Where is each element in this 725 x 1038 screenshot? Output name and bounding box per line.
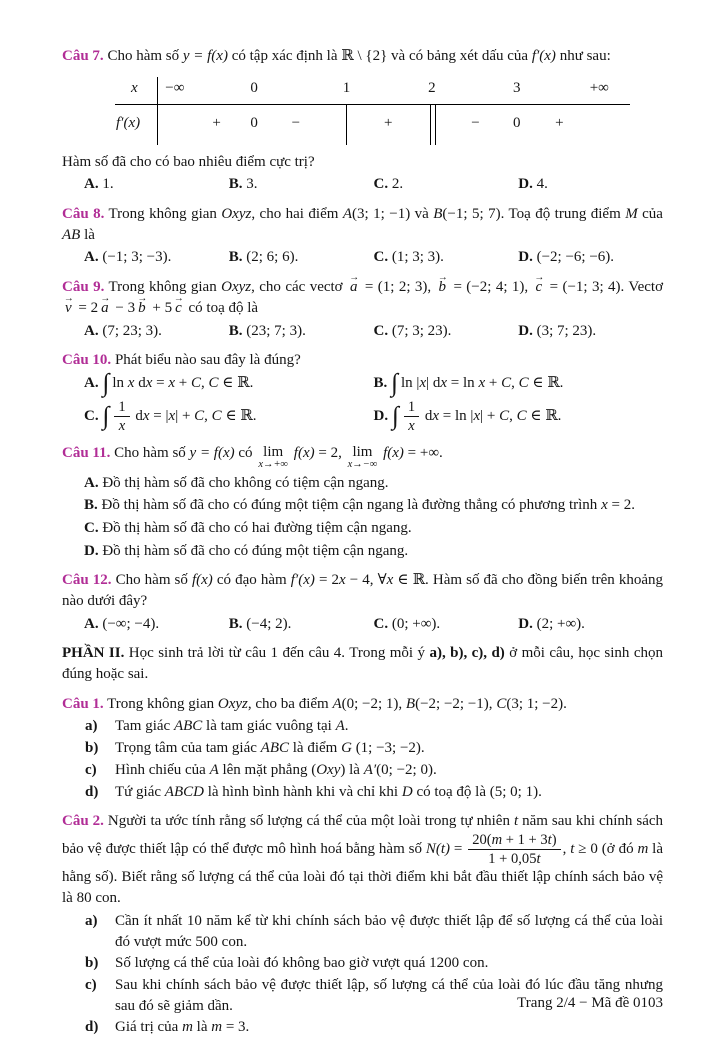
option-B [229, 247, 374, 268]
vector-v: → v [63, 292, 74, 316]
option-text: (7; 23; 3). [102, 322, 162, 339]
option-D [374, 399, 664, 435]
fraction: $\frac{20(m + 1 + 3t)}{1 + 0,05t}$ [468, 832, 560, 868]
sign-cell: + [383, 114, 393, 131]
integral-sign: ∫ [391, 401, 399, 431]
sign-cell: 0 [250, 114, 258, 131]
statement-label: c) [85, 976, 97, 993]
option-label: D. [518, 249, 533, 266]
question-10-text: Phát biểu nào sau đây là đúng? [114, 352, 301, 369]
question-11-intro [62, 443, 663, 470]
statement-d [85, 782, 663, 803]
option-label: D. [518, 615, 533, 632]
option-label: C. [84, 519, 99, 536]
option-C [84, 518, 663, 539]
x-tick: 0 [250, 79, 258, 96]
question-11-options [62, 473, 663, 562]
fraction: $\frac{1}{x}$ [404, 399, 419, 435]
question-12 [62, 570, 663, 634]
option-text: (−4; 2). [246, 615, 292, 632]
x-tick: 3 [512, 79, 521, 96]
option-text: ∫ $\frac{1}{x}$ dx = ln |x| + C, C ∈ ℝ. [391, 398, 562, 434]
table-sign-row [157, 113, 626, 139]
option-label: A. [84, 176, 99, 193]
question-7-text: Cho hàm số y = f(x) có tập xác định là ℝ \ {2} và có bảng xét dấu của f′(x) như sau: [107, 48, 611, 64]
question-8-text: Trong không gian Oxyz, cho hai điểm A(3; 1; −1) và B(−1; 5; 7). Toạ độ trung điểm M của AB là [62, 206, 663, 243]
part-2-header [62, 643, 663, 684]
part2-question-2-intro [62, 811, 663, 909]
vector-arrow-icon: → [63, 292, 74, 304]
option-text: Đồ thị hàm số đã cho có đúng một tiệm cận ngang. [102, 542, 409, 559]
table-var-label: x [131, 79, 138, 96]
fraction: $\frac{1}{x}$ [114, 399, 129, 435]
limit-notation: lim x→+∞ [258, 443, 289, 470]
vector-b: → b [137, 292, 148, 316]
statement-label: b) [85, 740, 99, 757]
statement-label: c) [85, 761, 97, 778]
statement-text: Tam giác ABC là tam giác vuông tại A. [115, 718, 349, 735]
question-9 [62, 272, 663, 341]
question-10-options [62, 368, 663, 434]
part2-question-1-label: Câu 1. [62, 695, 104, 712]
option-A [84, 174, 229, 195]
option-text: ∫ ln x dx = x + C, C ∈ ℝ. [102, 368, 254, 398]
vector-a: → a [349, 272, 360, 296]
question-10-label: Câu 10. [62, 352, 112, 369]
vector-c: → c [173, 292, 184, 316]
statement-b [85, 738, 663, 759]
sign-cell: − [291, 114, 301, 131]
option-label: C. [373, 615, 389, 632]
question-11-label: Câu 11. [62, 445, 111, 462]
option-label: B. [228, 322, 243, 339]
part2-question-1 [62, 694, 663, 802]
option-D [518, 247, 663, 268]
x-tick: 1 [342, 79, 351, 96]
question-10-intro [62, 350, 663, 371]
x-tick: 2 [428, 79, 436, 96]
option-text: (3; 7; 23). [536, 322, 597, 339]
option-C [374, 614, 519, 635]
vector-arrow-icon: → [349, 272, 360, 283]
question-12-options [62, 614, 663, 635]
table-fn-label: f′(x) [116, 114, 141, 131]
question-11-text: Cho hàm số y = f(x) có lim x→+∞ f(x) = 2, lim x→−∞ f(x) = +∞. [114, 443, 443, 470]
page-footer: Trang 2/4 − Mã đề 0103 [517, 995, 663, 1012]
option-C [374, 174, 519, 195]
option-B [229, 321, 374, 342]
option-label: A. [84, 249, 99, 266]
integral-sign: ∫ [102, 401, 110, 431]
option-A [84, 473, 663, 494]
option-B [229, 614, 374, 635]
statement-text: Giá trị của m là m = 3. [115, 1019, 250, 1036]
question-8-options [62, 247, 663, 268]
option-label: B. [228, 176, 243, 193]
option-text: 3. [246, 176, 258, 193]
option-label: D. [518, 176, 533, 193]
statement-label: a) [85, 718, 98, 735]
statement-label: b) [85, 955, 99, 972]
question-7-intro [62, 46, 663, 67]
option-label: A. [84, 322, 99, 339]
part2-question-1-text: Trong không gian Oxyz, cho ba điểm A(0; −2; 1), B(−2; −2; −1), C(3; 1; −2). [107, 695, 567, 712]
vector-arrow-icon: → [437, 272, 448, 283]
option-C [84, 399, 374, 435]
option-label: A. [84, 374, 99, 391]
option-text: (−2; −6; −6). [536, 249, 615, 266]
vector-arrow-icon: → [137, 292, 148, 304]
sign-cell: + [555, 114, 564, 131]
vector-b: → b [437, 272, 448, 296]
table-x-row [157, 78, 626, 104]
vector-arrow-icon: → [534, 272, 545, 283]
option-text: ∫ $\frac{1}{x}$ dx = |x| + C, C ∈ ℝ. [102, 398, 257, 434]
part2-question-2-label: Câu 2. [62, 813, 104, 830]
discontinuity-bar-double [430, 104, 436, 145]
vector-c: → c [534, 272, 545, 296]
statement-label: a) [85, 912, 98, 929]
option-label: A. [84, 615, 99, 632]
option-text: Đồ thị hàm số đã cho có đúng một tiệm cận ngang là đường thẳng có phương trình x = 2. [101, 497, 635, 514]
option-label: D. [84, 542, 99, 559]
option-label: A. [84, 474, 99, 491]
integral-sign: ∫ [102, 368, 110, 398]
option-D [518, 321, 663, 342]
option-B [373, 368, 664, 398]
option-label: B. [84, 497, 98, 514]
option-label: B. [373, 374, 388, 391]
statement-a [85, 911, 663, 952]
statement-text: Sau khi chính sách bảo vệ được thiết lập, số lượng cá thể của loài đó lúc đầu tăng nhưng sau đó sẽ giảm dần. [115, 976, 663, 1014]
option-D [518, 174, 663, 195]
option-label: C. [84, 407, 99, 424]
x-tick: −∞ [165, 79, 185, 96]
option-C [374, 247, 519, 268]
question-12-label: Câu 12. [62, 572, 112, 589]
option-A [84, 247, 229, 268]
option-C [374, 321, 519, 342]
part2-question-1-items [62, 716, 663, 802]
statement-b [85, 953, 663, 974]
option-label: C. [373, 249, 389, 266]
question-7-prompt: Hàm số đã cho có bao nhiêu điểm cực trị? [62, 153, 315, 170]
option-text: (1; 3; 3). [391, 249, 444, 266]
option-D [518, 614, 663, 635]
question-8 [62, 204, 663, 268]
question-7-options [62, 174, 663, 195]
vector-a: → a [100, 292, 111, 316]
option-text: (−∞; −4). [102, 615, 160, 632]
sign-cell: − [471, 114, 480, 131]
vector-arrow-icon: → [100, 292, 111, 304]
option-text: 2. [391, 176, 404, 193]
discontinuity-bar-single [346, 104, 347, 145]
x-tick: +∞ [589, 79, 609, 96]
sign-cell: 0 [512, 114, 521, 131]
option-label: B. [228, 249, 243, 266]
part2-question-2-items [62, 911, 663, 1038]
question-9-label: Câu 9. [62, 279, 105, 296]
option-B [84, 495, 663, 516]
question-12-intro [62, 570, 663, 611]
option-text: (23; 7; 3). [246, 322, 306, 339]
question-9-text: Trong không gian Oxyz, cho các vectơ → a = (1; 2; 3), → b = (−2; 4; 1), → c = (−1; 3; 4). Vectơ → v = 2 → a − 3 → b + 5 → c có toạ độ là [62, 279, 663, 316]
part2-question-2-text: Người ta ước tính rằng số lượng cá thể của một loài trong tự nhiên t năm sau khi chính sách bảo vệ được thiết lập có thể được mô hình hoá bằng hàm số N(t) = $\frac{20(m + 1 + 3t)}{1 + 0,05t}$ , t ≥ 0 (ở đó m là hằng số). Biết rằng số lượng cá thể của loài đó tại thời điểm khi bắt đầu thiết lập chính sách bảo vệ là 80 con. [62, 813, 664, 907]
statement-a [85, 716, 663, 737]
option-label: C. [373, 322, 389, 339]
part-2-intro [62, 643, 663, 684]
option-A [84, 321, 229, 342]
statement-text: Cần ít nhất 10 năm kể từ khi chính sách bảo vệ được thiết lập để số lượng cá thể của loài đó vượt mức 500 con. [115, 912, 663, 950]
statement-d [85, 1017, 663, 1038]
question-7 [62, 46, 663, 195]
part-2-text: Học sinh trả lời từ câu 1 đến câu 4. Trong mỗi ý a), b), c), d) ở mỗi câu, học sinh chọn đúng hoặc sai. [62, 645, 664, 683]
integral-sign: ∫ [391, 368, 399, 398]
statement-text: Số lượng cá thể của loài đó không bao giờ vượt quá 1200 con. [115, 955, 489, 972]
part2-question-1-intro [62, 694, 663, 715]
option-text: Đồ thị hàm số đã cho có hai đường tiệm cận ngang. [102, 519, 412, 536]
sign-table [115, 77, 630, 145]
vector-arrow-icon: → [173, 292, 184, 304]
option-A [84, 614, 229, 635]
option-text: (2; +∞). [536, 615, 585, 632]
option-label: D. [518, 322, 533, 339]
option-label: D. [373, 407, 389, 424]
option-text: 4. [536, 176, 548, 193]
question-11 [62, 443, 663, 561]
statement-label: d) [85, 783, 99, 800]
limit-notation: lim x→−∞ [347, 443, 378, 470]
question-9-intro [62, 272, 663, 318]
part-2-label: PHẦN II. [62, 645, 125, 662]
option-text: (7; 3; 23). [391, 322, 452, 339]
option-text: (0; +∞). [391, 615, 441, 632]
option-text: (−1; 3; −3). [102, 249, 172, 266]
option-B [229, 174, 374, 195]
option-text: 1. [102, 176, 114, 193]
option-label: C. [373, 176, 389, 193]
question-8-intro [62, 204, 663, 245]
statement-text: Trọng tâm của tam giác ABC là điểm G (1; −3; −2). [115, 740, 425, 757]
option-A [84, 368, 374, 398]
statement-label: d) [85, 1019, 99, 1036]
option-D [84, 541, 663, 562]
question-10 [62, 350, 663, 434]
option-text: Đồ thị hàm số đã cho không có tiệm cận ngang. [102, 474, 389, 491]
statement-text: Hình chiếu của A lên mặt phẳng (Oxy) là A′(0; −2; 0). [115, 761, 437, 778]
statement-text: Tứ giác ABCD là hình bình hành khi và chỉ khi D có toạ độ là (5; 0; 1). [115, 783, 542, 800]
question-7-label: Câu 7. [62, 48, 104, 64]
sign-cell: + [212, 114, 221, 131]
option-text: (2; 6; 6). [246, 249, 299, 266]
question-9-options [62, 321, 663, 342]
option-text: ∫ ln |x| dx = ln x + C, C ∈ ℝ. [391, 368, 564, 398]
question-8-label: Câu 8. [62, 206, 105, 223]
statement-c [85, 760, 663, 781]
question-12-text: Cho hàm số f(x) có đạo hàm f′(x) = 2x − 4, ∀x ∈ ℝ. Hàm số đã cho đồng biến trên khoảng nào dưới đây? [62, 572, 664, 610]
table-horizontal-divider [115, 104, 630, 105]
option-label: B. [228, 615, 243, 632]
